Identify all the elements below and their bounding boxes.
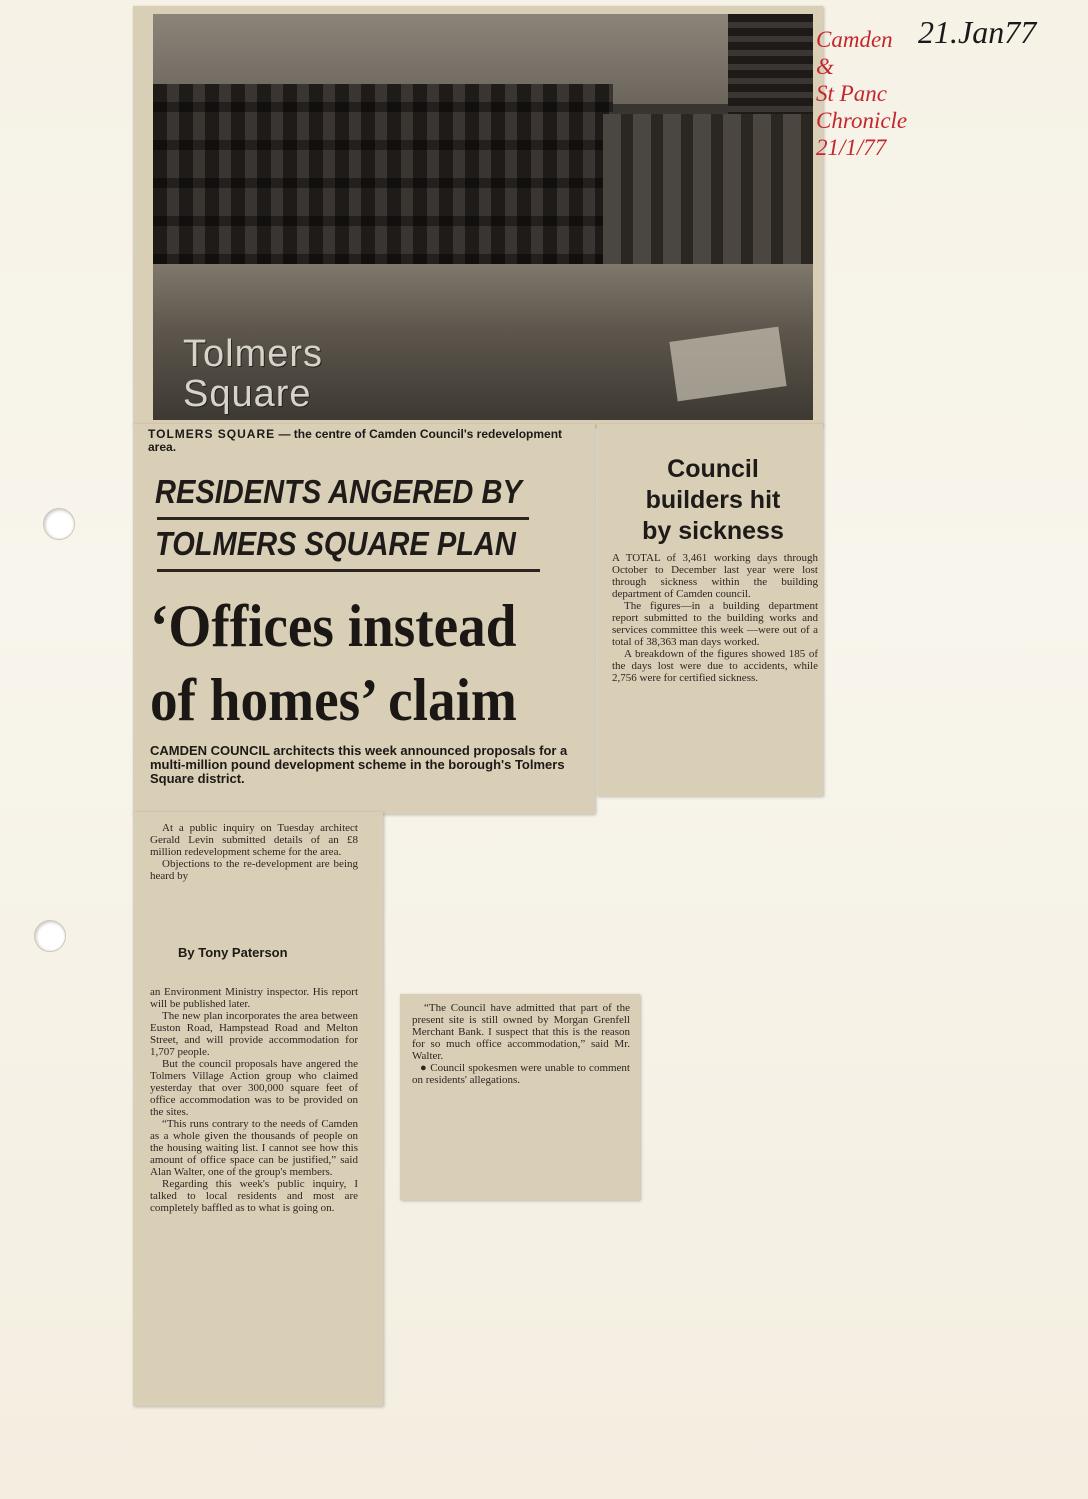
headline-line-2: TOLMERS SQUARE PLAN: [155, 525, 516, 562]
punch-hole-bottom: [34, 920, 66, 952]
article-continuation: [412, 1002, 630, 1086]
tolmers-square-photo: [153, 14, 813, 420]
headline-underline-1: [157, 517, 529, 520]
paragraph: “The Council have admitted that part of the present site is still owned by Morgan Grenfell Merchant Bank. I suspect that this is the reason for so much office accommodation,” said Mr. Walter.: [412, 1002, 630, 1062]
paragraph: Objections to the re-development are being heard by: [150, 858, 358, 882]
photo-overlay-title: Tolmers Square: [183, 333, 324, 415]
paragraph: A breakdown of the figures showed 185 of the days lost were due to accidents, while 2,756 were for certified sickness.: [612, 648, 818, 684]
article-column-2: [150, 986, 358, 1214]
paragraph: ● Council spokesmen were unable to comment on residents' allegations.: [412, 1062, 630, 1086]
paragraph: But the council proposals have angered the Tolmers Village Action group who claimed yesterday that over 300,000 square feet of office accommodation was to be provided on the sites.: [150, 1058, 358, 1118]
main-headline-line-1: ‘Offices instead: [150, 593, 517, 659]
headline-line-1: RESIDENTS ANGERED BY: [155, 473, 522, 510]
paragraph: Regarding this week's public inquiry, I talked to local residents and most are completely baffled as to what is going on.: [150, 1178, 358, 1214]
handwritten-source-note: Camden & St Panc Chronicle 21/1/77: [816, 27, 908, 160]
paragraph: an Environment Ministry inspector. His report will be published later.: [150, 986, 358, 1010]
main-headline-line-2: of homes’ claim: [150, 667, 517, 733]
article-intro: CAMDEN COUNCIL architects this week announced proposals for a multi-million pound development scheme in the borough's Tolmers Square district.: [150, 743, 568, 786]
byline: By Tony Paterson: [178, 945, 288, 960]
punch-hole-top: [43, 508, 75, 540]
photo-caption: TOLMERS SQUARE — the centre of Camden Council's redevelopment area.: [148, 427, 563, 454]
article-column-1: [150, 822, 358, 882]
handwritten-date: 21.Jan77: [918, 14, 1037, 50]
paragraph: “This runs contrary to the needs of Camden as a whole given the thousands of people on the housing waiting list. I cannot see how this amount of office space can be justified,” said Alan Walter, one of the group's members.: [150, 1118, 358, 1178]
headline-underline-2: [157, 569, 540, 572]
side-article-body: [612, 552, 818, 684]
side-article-headline: Council builders hit by sickness: [642, 455, 784, 545]
paragraph: At a public inquiry on Tuesday architect Gerald Levin submitted details of an £8 million redevelopment scheme for the area.: [150, 822, 358, 858]
paragraph: The figures—in a building department report submitted to the building works and services committee this week —were out of a total of 38,363 man days worked.: [612, 600, 818, 648]
paragraph: The new plan incorporates the area between Euston Road, Hampstead Road and Melton Street, and will provide accommodation for 1,707 people.: [150, 1010, 358, 1058]
paragraph: A TOTAL of 3,461 working days through October to December last year were lost through sickness within the building department of Camden council.: [612, 552, 818, 600]
